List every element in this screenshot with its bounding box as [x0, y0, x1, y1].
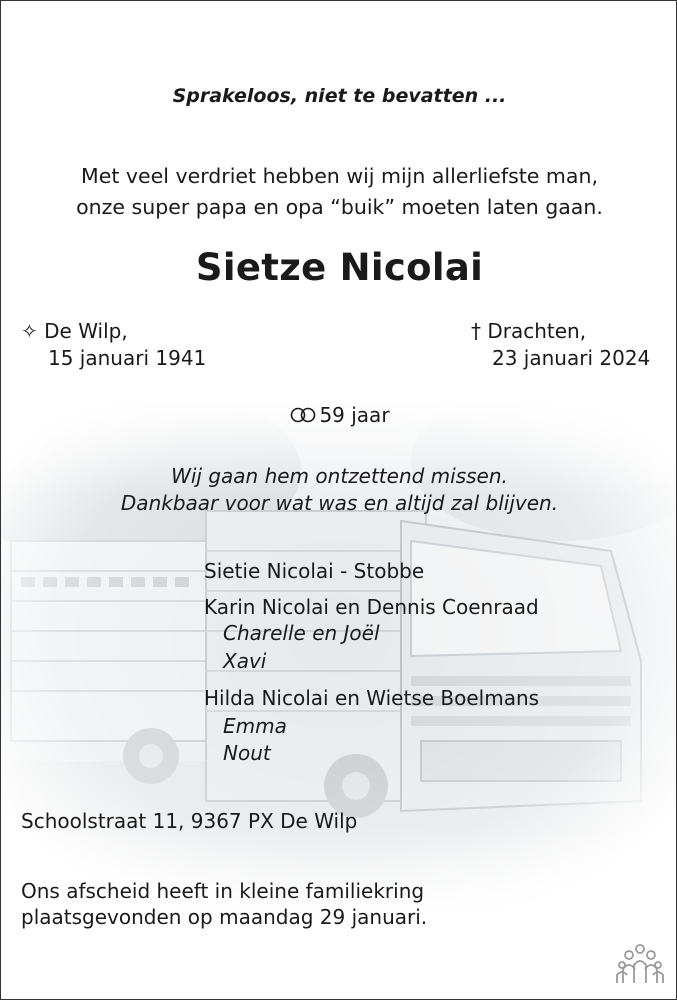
birth-star-icon: ✧ — [21, 319, 38, 343]
closing-line-1: Ons afscheid heeft in kleine familiekring — [21, 879, 425, 903]
family-spouse: Sietie Nicolai - Stobbe — [204, 559, 425, 583]
married-line — [1, 403, 677, 427]
family-grandchild-2b: Nout — [223, 741, 271, 765]
deceased-name: Sietze Nicolai — [195, 246, 484, 289]
death-place: Drachten, — [487, 319, 587, 343]
intro-line-1: Met veel verdriet hebben wij mijn allerliefste man, — [81, 164, 598, 188]
death-date: 23 januari 2024 — [492, 346, 651, 370]
death-place-line — [471, 319, 586, 343]
opening-motto: Sprakeloos, niet te bevatten ... — [172, 85, 507, 107]
family-grandchild-2a: Emma — [223, 714, 287, 738]
people-logo-icon — [616, 943, 664, 987]
quote — [1, 463, 677, 517]
intro-text — [1, 161, 677, 223]
birth-place-line — [21, 319, 128, 343]
birth-place: De Wilp, — [44, 319, 128, 343]
closing-line-2: plaatsgevonden op maandag 29 januari. — [21, 905, 428, 929]
closing-text — [21, 878, 427, 930]
family-child-1: Karin Nicolai en Dennis Coenraad — [204, 595, 539, 619]
death-cross-icon: † — [471, 319, 481, 343]
intro-line-2: onze super papa en opa “buik” moeten laten gaan. — [76, 195, 603, 219]
birth-date: 15 januari 1941 — [48, 346, 207, 370]
quote-line-2: Dankbaar voor wat was en altijd zal blijven. — [120, 491, 559, 515]
quote-line-1: Wij gaan hem ontzettend missen. — [171, 464, 508, 488]
wedding-rings-icon — [289, 407, 317, 423]
family-grandchild-1a: Charelle en Joël — [223, 621, 380, 645]
married-years: 59 jaar — [319, 403, 390, 427]
family-child-2: Hilda Nicolai en Wietse Boelmans — [204, 686, 540, 710]
address: Schoolstraat 11, 9367 PX De Wilp — [21, 809, 358, 833]
family-grandchild-1b: Xavi — [223, 649, 267, 673]
